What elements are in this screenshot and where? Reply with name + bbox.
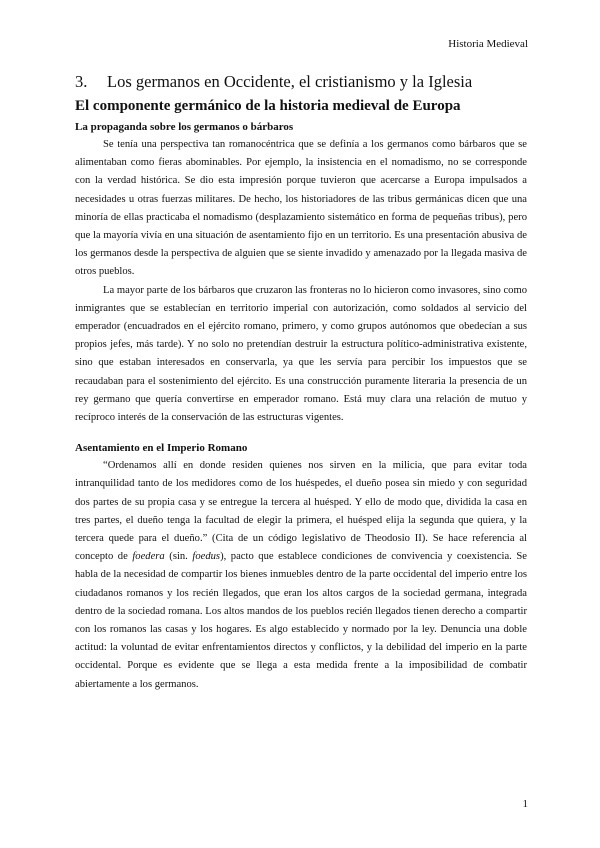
term-foedera: foedera	[132, 551, 165, 563]
paragraph-text: ), pacto que establece condiciones de convivencia y coexistencia. Se habla de la necesidad de compartir los bienes inmuebles dentro de la parte occidental del imperio entre los ciudadanos romanos y los recién llegados, que eran los altos cargos de la sociedad germana, integrada dentro de la sociedad romana. Los altos mandos de los pueblos recién llegados tienen derecho a compartir con los romanos las casas y los hogares. Es algo establecido y normado por la ley. Denuncia una doble actitud: la voluntad de evitar enfrentamientos directos y conflictos, y la debilidad del imperio en la parte occidental. Porque es evidente que se llega a esta medida frente a la imposibilidad de combatir abiertamente a los germanos.	[75, 551, 527, 690]
chapter-title-text: Los germanos en Occidente, el cristianismo y la Iglesia	[107, 72, 473, 91]
chapter-number: 3.	[75, 72, 88, 91]
paragraph: Se tenía una perspectiva tan romanocéntrica que se definía a los germanos como bárbaros que se alimentaban como fieras abominables. Por ejemplo, la insistencia en el nomadismo, no se corresponde con la verdad histórica. Se dio esta impresión porque tuvieron que acercarse a Europa impulsados a necesidades u otras fuerzas militares. De hecho, los historiadores de las tribus germánicas dicen que una minoría de ellas practicaba el nomadismo (desplazamiento sistemático en forma de pequeñas tribus), pero que la mayoría vivía en una situación de asentamiento fijo en un territorio. Es una presentación abusiva de los germanos desde la perspectiva de alguien que se siente invadido y amenazado por la llegada masiva de otros pueblos.	[75, 139, 527, 278]
running-header: Historia Medieval	[448, 38, 528, 50]
page-number: 1	[522, 798, 528, 810]
paragraph: La mayor parte de los bárbaros que cruzaron las fronteras no lo hicieron como invasores, sino como inmigrantes que se establecían en territorio imperial con autorización, como soldados al servicio del emperador (encuadrados en el ejército romano, primero, y como grupos autónomos que obedecían a sus propios jefes, más tarde). Y no solo no pretendían destruir la estructura político-administrativa existente, sino que estaban interesados en conservarla, ya que les servía para percibir los impuestos que se recaudaban para el sostenimiento del ejército. Es una construcción puramente literaria la presencia de un rey germano que quería convertirse en emperador romano. Está muy clara una relación de mutuo y recíproco interés de la conservación de las estructuras vigentes.	[75, 284, 527, 424]
term-foedus: foedus	[192, 551, 221, 563]
chapter-title	[75, 72, 527, 92]
page-content	[75, 72, 527, 694]
paragraph	[75, 457, 527, 694]
paragraph-text: “Ordenamos allí en donde residen quienes nos sirven en la milicia, que para evitar toda intranquilidad tanto de los medidores como de los huéspedes, el dueño posea sin miedo y con seguridad dos partes de su propia casa y se entregue la tercera al huésped. Y ello de modo que, dividida la casa en tres partes, el dueño tenga la facultad de elegir la primera, el huésped elija la segunda que quiera, y la tercera quede para el dueño.” (Cita de un código legislativo de Theodosio II). Se hace referencia al concepto de	[75, 460, 527, 563]
paragraph-text: (sin.	[164, 551, 193, 563]
section-heading-propaganda: La propaganda sobre los germanos o bárbaros	[75, 121, 294, 133]
section-heading-asentamiento: Asentamiento en el Imperio Romano	[75, 442, 248, 455]
section-subtitle: El componente germánico de la historia medieval de Europa	[75, 98, 461, 114]
